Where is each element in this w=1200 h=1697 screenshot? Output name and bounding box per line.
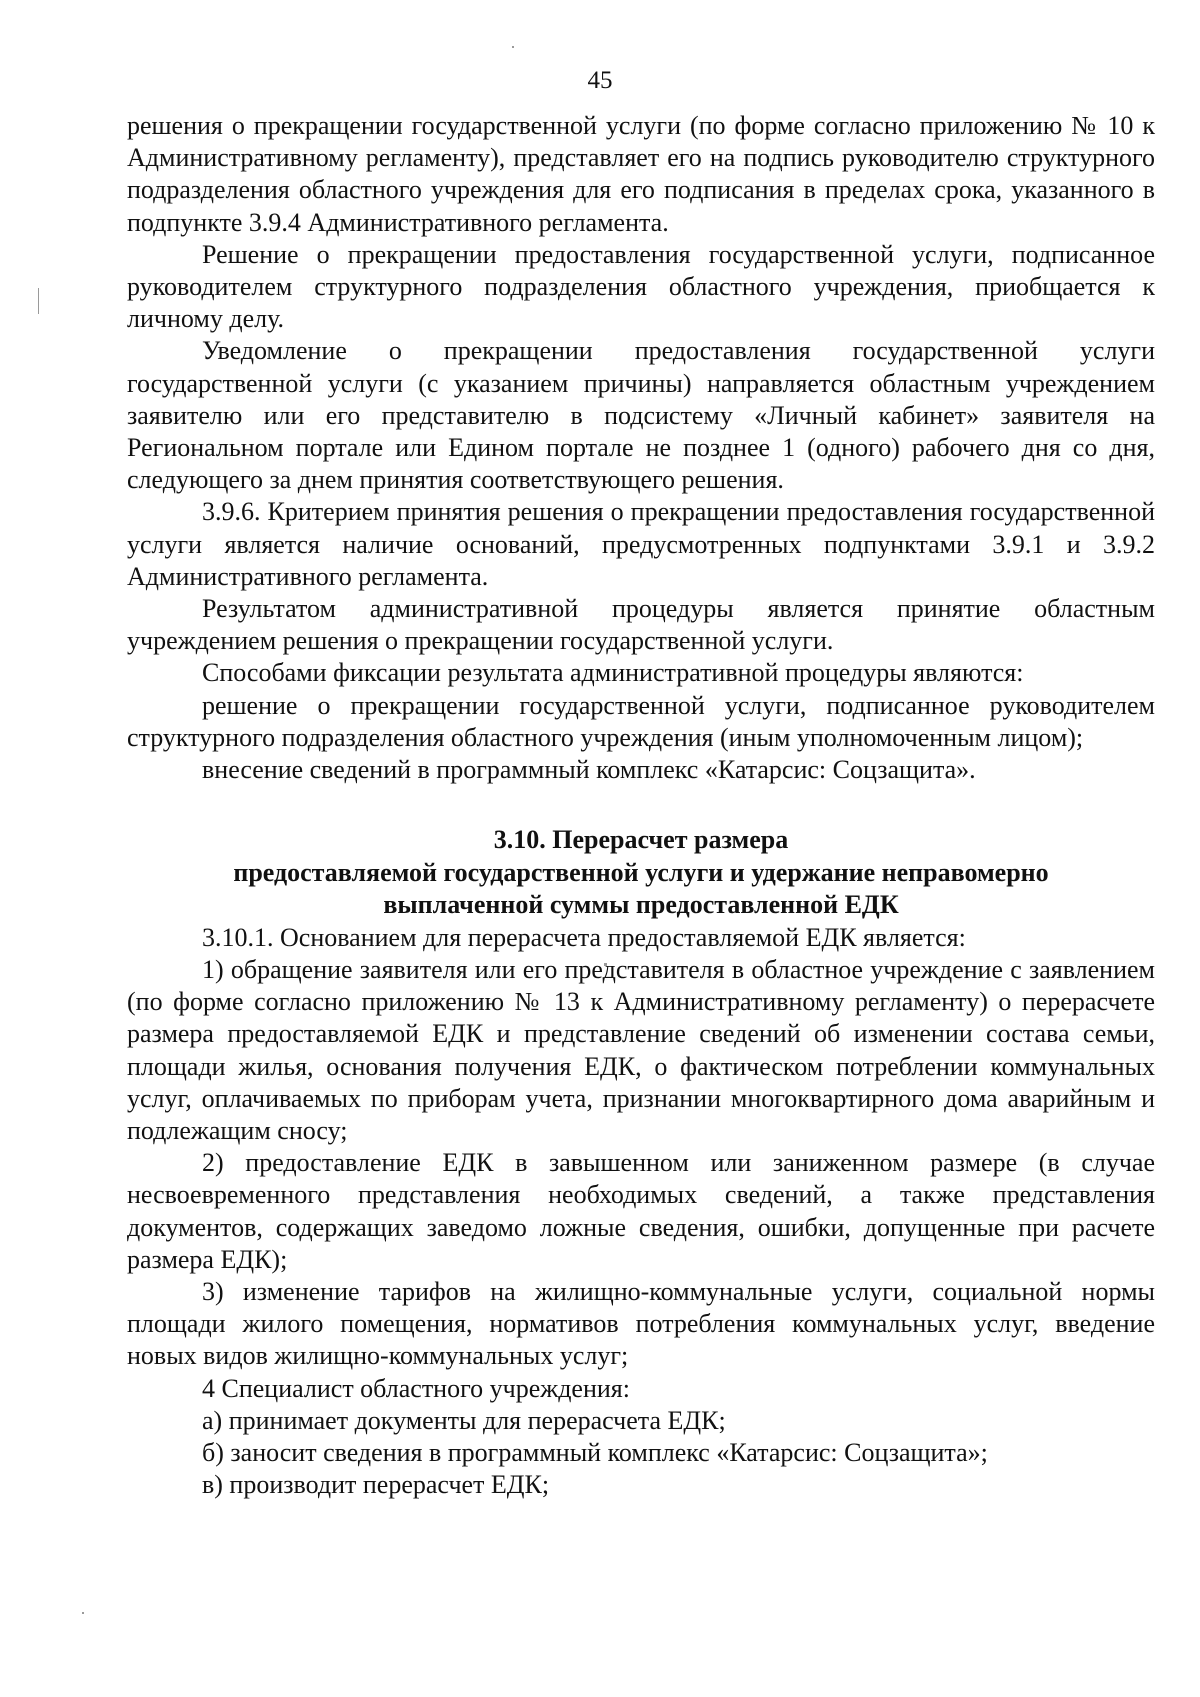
section-heading-line: выплаченной суммы предоставленной ЕДК — [383, 890, 899, 920]
section-heading-line: предоставляемой государственной услуги и удержание неправомерно — [233, 857, 1049, 887]
scan-speck — [38, 288, 39, 314]
paragraph: а) принимает документы для перерасчета ЕДК; — [202, 1405, 726, 1435]
scan-speck — [512, 46, 514, 48]
scan-speck — [82, 1612, 84, 1614]
section-heading-line: 3.10. Перерасчет размера — [493, 825, 789, 855]
paragraph: 1) обращение заявителя или его представителя в областное учреждение с заявлением (по форме согласно приложению № 13 к Административному регламенту) о перерасчете размера предоставляемой ЕДК и представление сведений об изменении состава семьи, площади жилья, основания получения ЕДК, о фактическом потреблении коммунальных услуг, оплачиваемых по приборам учета, признании многоквартирного дома аварийным и подлежащим сносу; — [127, 954, 1155, 1145]
paragraph: б) заносит сведения в программный комплекс «Катарсис: Соцзащита»; — [202, 1438, 988, 1468]
page-number: 45 — [587, 67, 613, 94]
paragraph: 3.9.6. Критерием принятия решения о прекращении предоставления государственной услуги является наличие оснований, предусмотренных подпунктами 3.9.1 и 3.9.2 Административного регламента. — [127, 497, 1155, 591]
paragraph: Результатом административной процедуры является принятие областным учреждением решения о прекращении государственной услуги. — [127, 594, 1155, 656]
paragraph: решения о прекращении государственной услуги (по форме согласно приложению № 10 к Административному регламенту), представляет его на подпись руководителю структурного подразделения областного учреждения для его подписания в пределах срока, указанного в подпункте 3.9.4 Административного регламента. — [127, 111, 1155, 237]
section-heading — [127, 824, 1155, 922]
paragraph: 2) предоставление ЕДК в завышенном или заниженном размере (в случае несвоевременного представления необходимых сведений, а также представления документов, содержащих заведомо ложные сведения, ошибки, допущенные при расчете размера ЕДК); — [127, 1148, 1155, 1274]
paragraph: решение о прекращении государственной услуги, подписанное руководителем структурного подразделения областного учреждения (иным уполномоченным лицом); — [127, 690, 1155, 752]
document-body — [127, 110, 1155, 1501]
paragraph: 4 Специалист областного учреждения: — [202, 1373, 630, 1403]
paragraph: 3) изменение тарифов на жилищно-коммунальные услуги, социальной нормы площади жилого помещения, нормативов потребления коммунальных услуг, введение новых видов жилищно-коммунальных услуг; — [127, 1277, 1155, 1371]
paragraph: Решение о прекращении предоставления государственной услуги, подписанное руководителем структурного подразделения областного учреждения, приобщается к личному делу. — [127, 239, 1155, 334]
paragraph: Уведомление о прекращении предоставления государственной услуги государственной услуги (с указанием причины) направляется областным учреждением заявителю или его представителю в подсистему «Личный кабинет» заявителя на Региональном портале или Едином портале не позднее 1 (одного) рабочего дня со дня, следующего за днем принятия соответствующего решения. — [127, 336, 1155, 495]
paragraph: в) производит перерасчет ЕДК; — [202, 1470, 550, 1500]
paragraph: Способами фиксации результата административной процедуры являются: — [202, 658, 1024, 688]
paragraph: 3.10.1. Основанием для перерасчета предоставляемой ЕДК является: — [202, 922, 966, 952]
paragraph: внесение сведений в программный комплекс «Катарсис: Соцзащита». — [202, 755, 976, 785]
